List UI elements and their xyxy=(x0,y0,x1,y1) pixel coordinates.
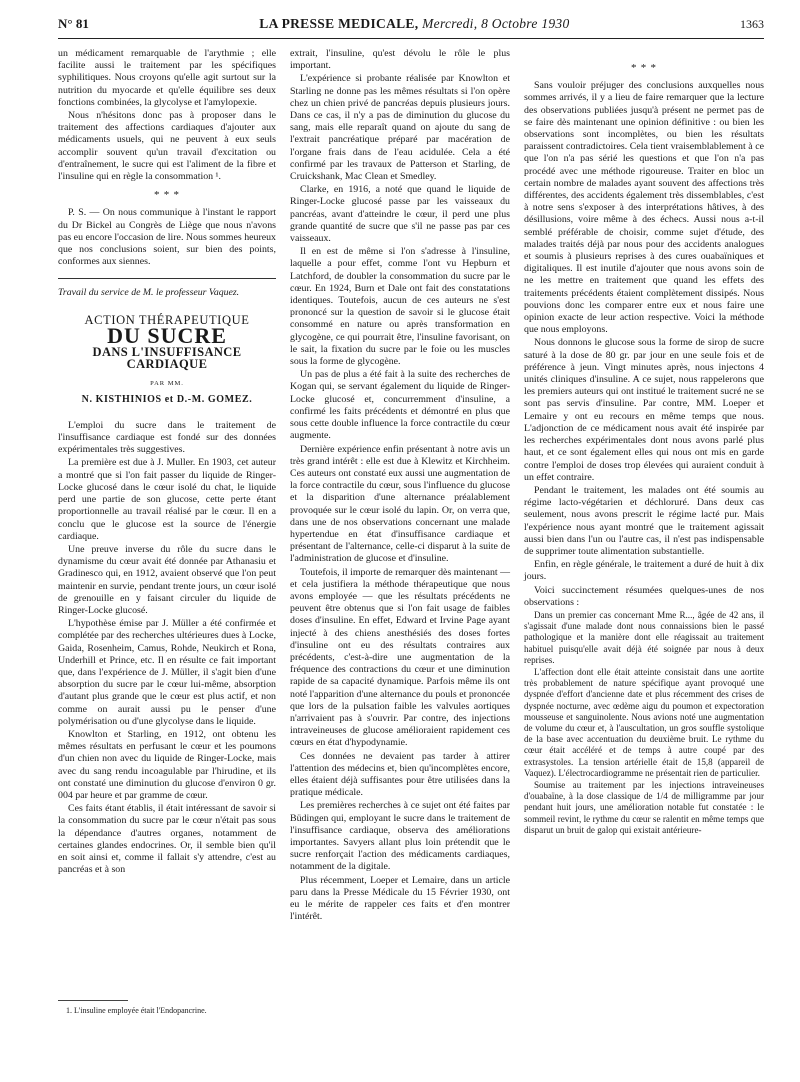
page-number: 1363 xyxy=(739,17,764,31)
page-header xyxy=(58,16,764,36)
paragraph: Ces données ne devaient pas tarder à attirer l'attention des médecins et, bien qu'incomplètes encore, elles étaient déjà suffisantes pour être utilisées dans la pratique médicale. xyxy=(290,750,510,799)
article-authors: N. KISTHINIOS et D.-M. GOMEZ. xyxy=(81,393,253,405)
footnote-rule xyxy=(58,1000,128,1001)
service-credit: Travail du service de M. le professeur Vaquez. xyxy=(58,287,240,299)
paragraph: Enfin, en règle générale, le traitement a duré de huit à dix jours. xyxy=(524,559,764,583)
issue-date: Mercredi, 8 Octobre 1930 xyxy=(422,16,570,31)
column-1 xyxy=(58,48,276,877)
column-2 xyxy=(290,48,510,924)
article-divider xyxy=(58,278,276,279)
article-kicker: ACTION THÉRAPEUTIQUE xyxy=(84,312,250,327)
paragraph: Pendant le traitement, les malades ont été soumis au régime lacto-végétarien et déchloruré. Dans deux cas seulement, nous avons prescrit le régime lacté pur. Mais l'expérience nous ayant montré que le traitement agissait aussi bien dans l'un ou l'autre cas, il n'est pas indispensable de supprimer toute alimentation substantielle. xyxy=(524,484,764,557)
article-subtitle: DANS L'INSUFFISANCE CARDIAQUE xyxy=(92,345,242,372)
footnote: 1. L'insuline employée était l'Endopancrine. xyxy=(66,1006,207,1015)
journal-title-line xyxy=(259,16,569,32)
paragraph: Les premières recherches à ce sujet ont été faites par Büdingen qui, employant le sucre dans le traitement de l'insuffisance cardiaque, observa des améliorations importantes. Savyers allant plus loin prétendit que le sucre renforçait l'action des médicaments cardiaques, notamment de la digitale. xyxy=(290,800,510,873)
byline-par: PAR MM. xyxy=(150,380,184,388)
paragraph: Dernière expérience enfin présentant à notre avis un très grand intérêt : elle est due à Klewitz et Kirchheim. Ces auteurs ont constaté eux aussi une augmentation de la force contractile du cœur, sous l'influence du glucose et la disparition d'une alternance préalablement provoquée sur le cœur isolé du lapin. Or, on verra que, dans une de nos observations concernant une malade hypertendue en état d'insuffisance cardiaque et présentant de l'alternance, celle-ci disparut à la suite de l'administration de glucose et d'insuline. xyxy=(290,443,510,565)
issue-number: N° 81 xyxy=(58,16,89,31)
paragraph: Nous donnons le glucose sous la forme de sirop de sucre saturé à la dose de 80 gr. par jour en une seule fois et de préférence à jeun. Vingt minutes après, nous injectons 4 unités cliniques d'insuline. A ce sujet, nous rappelerons que les premiers auteurs qui ont institué le traitement sucré ne se sont pas servis d'insuline. Par contre, MM. Loeper et Lemaire y ont eu recours en même temps que nous. L'adjonction de ce médicament nous avait été inspirée par les recherches expérimentales dont nous avons parlé plus haut, et ce sont également elles qui nous ont mis en garde contre l'emploi de doses trop élevées qui auraient conduit à un effet contraire. xyxy=(524,337,764,483)
postscript xyxy=(58,207,276,268)
column-3 xyxy=(524,48,764,837)
section-stars: * * * xyxy=(154,189,180,202)
paragraph: Sans vouloir préjuger des conclusions auxquelles nous sommes arrivés, il y a lieu de faire remarquer que la lecture des observations publiées jusqu'à présent ne permet pas de se faire dès maintenant une opinion définitive : ou bien les observations sont incomplètes, ou bien les résultats paraissent contradictoires. Cela tient vraisemblablement à ce que l'on n'a pas sérié les questions et que l'on n'a pas procédé avec une méthode rigoureuse. Traiter en bloc un certain nombre de malades ayant souvent des affections très différentes, des accidents également très dissemblables, c'est à notre sens s'exposer à des interprétations hâtives, à des désillusions, voire même à des échecs. Aussi nous a-t-il semblé préférable de choisir, comme sujet d'étude, des malades traités déjà par nous pour des accidents analogues et soumis à plusieurs reprises à des cures ouabaïniques et digitaliques. Il est inutile d'ajouter que nous avons soin de ne les mettre en traitement que quand les effets des traitements précédents étaient complètement dissipés. Nous pouvions donc les comparer entre eux et nous faire une opinion exacte de leur action respective. Voici la méthode que nous employons. xyxy=(524,80,764,336)
paragraph: Knowlton et Starling, en 1912, ont obtenu les mêmes résultats en perfusant le cœur et les poumons d'un chien non avec du liquide de Ringer-Locke, mais avec du sang rendu incoagulable par l'hirudine, et ils ont constaté une diminution du glucose d'environ 0 gr. 004 par heure et par gramme de cœur. xyxy=(58,728,276,801)
paragraph: L'emploi du sucre dans le traitement de l'insuffisance cardiaque est fondé sur des données expérimentales très suggestives. xyxy=(58,419,276,456)
paragraph: Un pas de plus a été fait à la suite des recherches de Kogan qui, se servant également du liquide de Ringer-Locke glucosé et, concurremment d'insuline, a confirmé les faits précédents et démontré en plus que sous cette double influence la force contractile du cœur augmente. xyxy=(290,369,510,442)
section-stars: * * * xyxy=(631,62,657,74)
paragraph: Voici succinctement résumées quelques-unes de nos observations : xyxy=(524,584,764,608)
observation-paragraph: Soumise au traitement par les injections intraveineuses d'ouabaïne, à la dose classique de 1/4 de milligramme par jour pendant huit jours, une amélioration notable fut constatée : le sommeil revint, le rythme du cœur se ralentit en même temps que disparut un bruit de galop qui existait antérieure- xyxy=(524,779,764,835)
paragraph: L'hypothèse émise par J. Müller a été confirmée et complétée par des recherches ultérieures dues à Locke, Gaida, Rosenheim, Camus, Rohde, Neukirch et Rona, Underhill et Prince, etc. Il en résulte ce fait important que, dans l'expérience de J. Müller, il s'agit bien d'une absorption du sucre par le cœur lui-même, absorption d'autant plus grande que le cœur est plus actif, et non comme on aurait aussi pu le penser d'une polymérisation ou d'une glycolyse dans le liquide. xyxy=(58,618,276,727)
paragraph: Il en est de même si l'on s'adresse à l'insuline, laquelle a pour effet, comme l'ont vu Hepburn et Latchford, de doubler la consommation du sucre par le cœur. En 1924, Burn et Dale ont fait des constatations identiques. Toutefois, aucun de ces auteurs ne s'est prononcé sur la question de savoir si le glucose était consommé en nature ou après transformation en glycogène, ce qui pourrait être, l'insuline favorisant, on le sait, la fixation du sucre par le foie ou les muscles sous la forme de glycogène. xyxy=(290,246,510,368)
postscript-text: P. S. — On nous communique à l'instant le rapport du Dr Bickel au Congrès de Liège que nous n'avons pas eu encore l'occasion de lire. Nous sommes heureux que nos conclusions soient, sur bien des points, conformes aux siennes. xyxy=(58,207,276,268)
paragraph: Nous n'hésitons donc pas à proposer dans le traitement des affections cardiaques d'ajouter aux médicaments usuels, qui ne peuvent à eux seuls accomplir souvent qu'un travail d'excitation ou d'entraînement, le sucre qui est l'aliment de la fibre et l'insuline qui en règle la consommation ¹. xyxy=(58,110,276,183)
observation-block xyxy=(524,610,764,836)
paragraph: Ces faits étant établis, il était intéressant de savoir si la consommation du sucre par le cœur n'était pas sous la dépendance d'autres organes, notamment de certaines glandes endocrines. Or, il semble bien qu'il en soit ainsi et, comme il fallait s'y attendre, c'est au pancréas et à son xyxy=(58,803,276,876)
article-title: DU SUCRE xyxy=(107,322,227,348)
paragraph: L'expérience si probante réalisée par Knowlton et Starling ne donne pas les mêmes résultats si l'on opère chez un chien privé de pancréas depuis plusieurs jours. Dans ce cas, il n'y a pas de diminution du glucose du sang, mais elle reparaît quand on ajoute du sang de l'extrait pancréatique préparé par macération de l'organe frais dans de l'eau acidulée. Cela a été confirmé par les travaux de Patterson et Starling, de Cruickshank, Mac Clean et Smedley. xyxy=(290,73,510,183)
observation-paragraph: L'affection dont elle était atteinte consistait dans une aortite très probablement de nature spécifique ayant provoqué une dyspnée d'effort d'ancienne date et plus récemment des crises de dyspnée nocturne, avec œdème aigu du poumon et expectoration mousseuse et sanguinolente. Nous avions noté une augmentation de volume du cœur et, à l'auscultation, un gros souffle systolique de la base avec accentuation du deuxième bruit. Le rythme du cœur était accéléré et de temps à autre coupé par des extrasystoles. La tension artérielle était de 15,8 (appareil de Vaquez). L'électrocardiogramme ne présentait rien de particulier. xyxy=(524,666,764,778)
article-heading xyxy=(58,314,276,406)
paragraph: extrait, l'insuline, qu'est dévolu le rôle le plus important. xyxy=(290,48,510,72)
paragraph: Plus récemment, Loeper et Lemaire, dans un article paru dans la Presse Médicale du 15 Février 1930, ont eu le mérite de rappeler ces faits et d'en montrer l'intérêt. xyxy=(290,874,510,923)
observation-paragraph: Dans un premier cas concernant Mme R..., âgée de 42 ans, il s'agissait d'une malade dont nous connaissions bien le passé pathologique et la manière dont elle réagissait au traitement habituel puisqu'elle avait déjà été soignée par nous à deux reprises. xyxy=(524,609,764,665)
paragraph: Une preuve inverse du rôle du sucre dans le dynamisme du cœur avait été donnée par Athanasiu et Gradinesco qui, en 1912, avaient observé que l'on peut maintenir en survie, pendant trente jours, un cœur isolé de grenouille en y faisant circuler du liquide de Ringer-Locke glucosé. xyxy=(58,543,276,616)
journal-name: LA PRESSE MEDICALE, xyxy=(259,16,419,31)
paragraph: un médicament remarquable de l'arythmie ; elle facilite aussi le traitement par les spécifiques syphilitiques. Nous croyons qu'elle agit surtout sur la nutrition du myocarde et qu'elle équilibre ses deux fonctions combinées, la glycolyse et l'amylopexie. xyxy=(58,48,276,108)
header-rule xyxy=(58,38,764,39)
paragraph: Clarke, en 1916, a noté que quand le liquide de Ringer-Locke glucosé passe par les vaisseaux du pancréas, avant d'atteindre le cœur, il perd une plus grande quantité de sucre que s'il ne passe pas par ces vaisseaux. xyxy=(290,184,510,245)
paragraph: Toutefois, il importe de remarquer dès maintenant — et cela justifiera la méthode thérapeutique que nous avons employée — que les résultats précédents ne peuvent être obtenus que si l'on fait usage de faibles doses d'insuline. En effet, Edward et Irvine Page ayant injecté à des chiens anesthésiés des doses fortes d'insuline ont eu des résultats contraires aux précédents, c'est-à-dire une augmentation de la fréquence des contractions du cœur et une diminution rapide de sa capacité dynamique. Parfois même ils ont noté l'apparition d'une alternance du pouls et prononcée que lors de la pulsation faible les valvules aortiques n'arrivaient pas à s'ouvrir. Par contre, des injections intraveineuses de glucose amélioraient rapidement ces cœurs en état d'hypodynamie. xyxy=(290,566,510,749)
paragraph: La première est due à J. Muller. En 1903, cet auteur a montré que si l'on fait passer du liquide de Ringer-Locke glucosé dans le cœur isolé du chat, le liquide perd une partie de son glucose, cette perte étant proportionnelle au travail réalisé par le cœur. Il en a conclu que le glucose est la source de l'énergie cardiaque. xyxy=(58,457,276,542)
